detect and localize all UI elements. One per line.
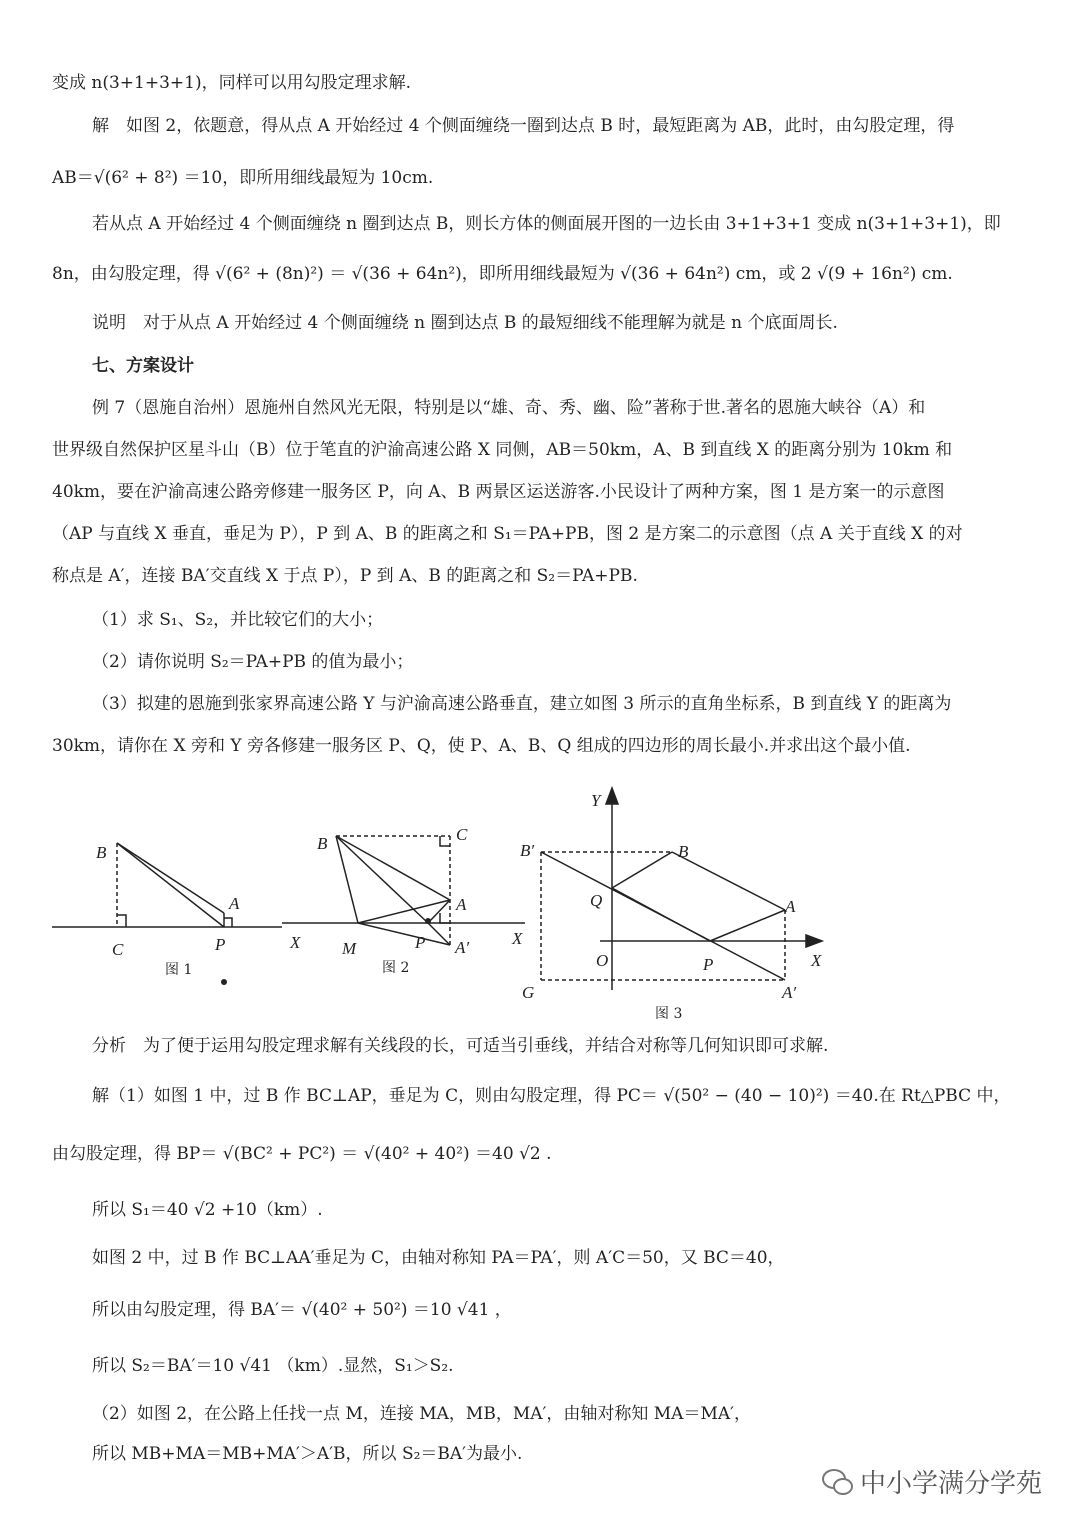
- fig3-label-B-prime: B′: [520, 841, 535, 860]
- watermark: [822, 1463, 1042, 1500]
- fig2-label-P: P: [415, 933, 426, 952]
- fig2-label-M: M: [342, 939, 357, 958]
- figure-3: [541, 788, 822, 990]
- fig3-label-Q: Q: [590, 891, 603, 910]
- section-heading: 七、方案设计: [92, 356, 194, 376]
- text-line: 分析 为了便于运用勾股定理求解有关线段的长，可适当引垂线，并结合对称等几何知识即可求解.: [92, 1036, 829, 1056]
- fig3-label-P: P: [703, 955, 714, 974]
- fig3-caption: 图 3: [655, 1006, 683, 1022]
- fig3-label-A: A: [785, 897, 796, 916]
- text-line: 例 7（恩施自治州）恩施州自然风光无限，特别是以“雄、奇、秀、幽、险”著称于世.著名的恩施大峡谷（A）和: [92, 398, 926, 418]
- text-line: 解 如图 2，依题意，得从点 A 开始经过 4 个侧面缠绕一圈到达点 B 时，最短距离为 AB，此时，由勾股定理，得: [92, 116, 955, 136]
- text-line: 所以 S₂＝BA′＝10 √41 （km）.显然，S₁＞S₂.: [92, 1356, 454, 1376]
- text-line: 所以 S₁＝40 √2 +10（km）.: [92, 1200, 323, 1220]
- text-line: （2）请你说明 S₂＝PA+PB 的值为最小；: [92, 652, 414, 672]
- text-line: 变成 n(3+1+3+1)，同样可以用勾股定理求解.: [52, 73, 412, 93]
- fig2-label-A: A: [456, 895, 467, 914]
- fig2-label-B: B: [317, 834, 328, 853]
- fig3-label-A-prime: A′: [782, 983, 797, 1002]
- fig2-caption: 图 2: [382, 960, 410, 976]
- fig3-label-Y: Y: [591, 791, 601, 810]
- watermark-text: 中小学满分学苑: [859, 1469, 1042, 1499]
- text-line: 称点是 A′，连接 BA′交直线 X 于点 P），P 到 A、B 的距离之和 S₂＝PA+PB.: [52, 566, 638, 586]
- text-line: 8n，由勾股定理，得 √(6² + (8n)²) ＝ √(36 + 64n²)，即所用细线最短为 √(36 + 64n²) cm，或 2 √(9 + 16n²) cm.: [52, 264, 953, 284]
- fig3-label-X: X: [811, 951, 822, 970]
- text-line: 如图 2 中，过 B 作 BC⊥AA′垂足为 C，由轴对称知 PA＝PA′，则 A′C＝50，又 BC＝40，: [92, 1248, 785, 1268]
- text-line: （1）求 S₁、S₂，并比较它们的大小；: [92, 610, 384, 630]
- fig2-label-X: X: [290, 933, 301, 952]
- fig2-label-X-right: X: [512, 929, 523, 948]
- text-line: （2）如图 2，在公路上任找一点 M，连接 MA，MB，MA′，由轴对称知 MA＝MA′，: [92, 1404, 752, 1424]
- fig1-label-A: A: [229, 894, 240, 913]
- text-line: 30km，请你在 X 旁和 Y 旁各修建一服务区 P、Q，使 P、A、B、Q 组成的四边形的周长最小.并求出这个最小值.: [52, 736, 911, 756]
- fig2-label-A-prime: A′: [455, 938, 470, 957]
- fig2-label-C: C: [456, 825, 468, 844]
- fig1-label-P: P: [215, 935, 226, 954]
- text-line: 若从点 A 开始经过 4 个侧面缠绕 n 圈到达点 B，则长方体的侧面展开图的一边长由 3+1+3+1 变成 n(3+1+3+1)，即: [92, 214, 1001, 234]
- text-line: 40km，要在沪渝高速公路旁修建一服务区 P，向 A、B 两景区运送游客.小民设计了两种方案，图 1 是方案一的示意图: [52, 482, 945, 502]
- text-line: 解（1）如图 1 中，过 B 作 BC⊥AP，垂足为 C，则由勾股定理，得 PC＝ √(50² − (40 − 10)²) ＝40.在 Rt△PBC 中，: [92, 1086, 1011, 1106]
- fig1-label-B: B: [96, 843, 107, 862]
- text-line: （3）拟建的恩施到张家界高速公路 Y 与沪渝高速公路垂直，建立如图 3 所示的直角坐标系，B 到直线 Y 的距离为: [92, 694, 952, 714]
- text-line: AB＝√(6² + 8²) ＝10，即所用细线最短为 10cm.: [52, 168, 434, 188]
- text-line: 说明 对于从点 A 开始经过 4 个侧面缠绕 n 圈到达点 B 的最短细线不能理解为就是 n 个底面周长.: [92, 313, 838, 333]
- fig1-caption: 图 1: [165, 962, 193, 978]
- fig1-label-C: C: [112, 940, 124, 959]
- fig3-label-O: O: [596, 951, 609, 970]
- wechat-icon: [822, 1469, 852, 1495]
- text-line: 所以由勾股定理，得 BA′＝ √(40² + 50²) ＝10 √41 ，: [92, 1300, 512, 1320]
- figures: [0, 780, 1080, 1025]
- fig3-label-G: G: [522, 983, 535, 1002]
- text-line: 所以 MB+MA＝MB+MA′＞A′B，所以 S₂＝BA′为最小.: [92, 1444, 523, 1464]
- text-line: 世界级自然保护区星斗山（B）位于笔直的沪渝高速公路 X 同侧，AB＝50km，A、B 到直线 X 的距离分别为 10km 和: [52, 440, 953, 460]
- text-line: （AP 与直线 X 垂直，垂足为 P），P 到 A、B 的距离之和 S₁＝PA+PB，图 2 是方案二的示意图（点 A 关于直线 X 的对: [52, 524, 963, 544]
- fig3-label-B: B: [678, 842, 689, 861]
- text-line: 由勾股定理，得 BP＝ √(BC² + PC²) ＝ √(40² + 40²) ＝40 √2 .: [52, 1144, 552, 1164]
